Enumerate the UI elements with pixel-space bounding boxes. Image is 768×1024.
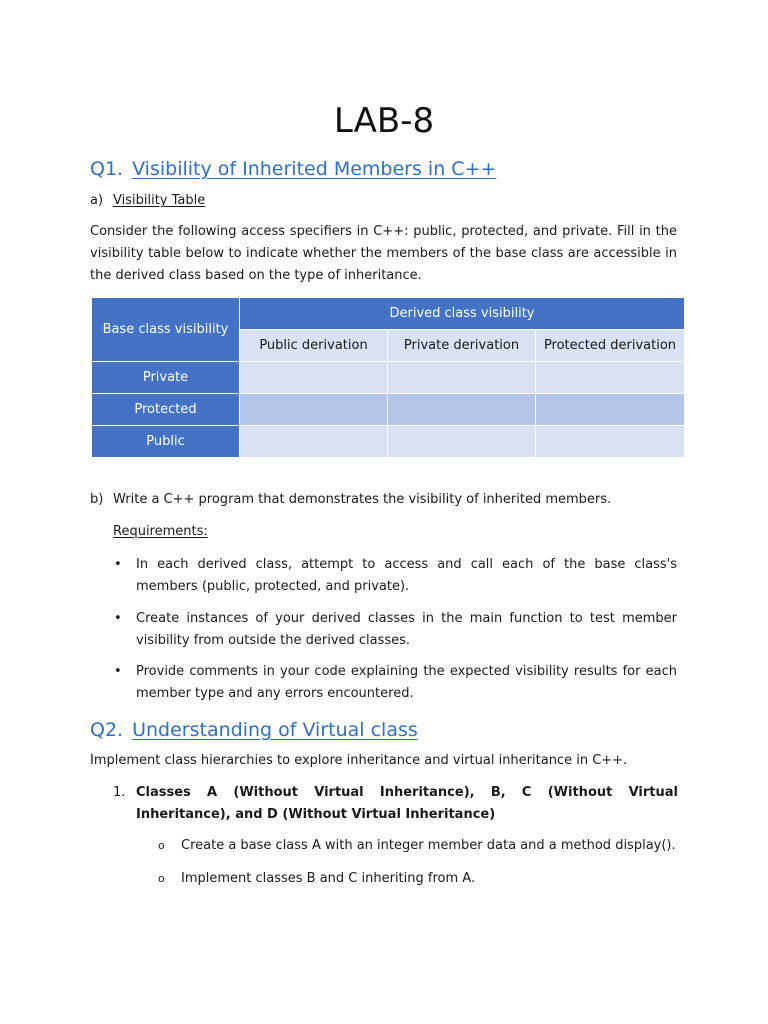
- table-cell: [536, 362, 685, 394]
- list-item: [114, 608, 677, 652]
- part-a-heading: [90, 191, 205, 211]
- subitem-text: Create a base class A with an integer member data and a method display().: [181, 838, 676, 853]
- q1-heading: [90, 156, 496, 182]
- column-header-protected-derivation: Protected derivation: [536, 330, 685, 362]
- part-a-description: Consider the following access specifiers in C++: public, protected, and private. Fill in the visibility table below to indicate whether the members of the base class are accessible in the derived class based on the type of inheritance.: [90, 224, 677, 283]
- list-item: [114, 661, 677, 705]
- table-cell: [240, 362, 388, 394]
- q2-heading: [90, 717, 418, 743]
- table-cell: [536, 426, 685, 458]
- row-header-protected: Protected: [92, 394, 240, 426]
- part-b-heading: [90, 490, 611, 510]
- requirement-text: In each derived class, attempt to access and call each of the base class's members (public, protected, and private).: [136, 557, 677, 594]
- requirements-heading: Requirements:: [113, 524, 208, 539]
- list-item: [114, 554, 677, 598]
- requirement-text: Provide comments in your code explaining the expected visibility results for each member type and any errors encountered.: [136, 664, 677, 701]
- item-title: Classes A (Without Virtual Inheritance), B, C (Without Virtual Inheritance), and D (Without Virtual Inheritance): [136, 785, 678, 822]
- column-header-public-derivation: Public derivation: [240, 330, 388, 362]
- list-item: [113, 782, 678, 826]
- bullet-icon: •: [114, 664, 122, 679]
- part-a-label: a): [90, 193, 104, 208]
- item-number: 1.: [113, 785, 126, 800]
- page-title: LAB-8: [333, 101, 435, 141]
- q2-number: Q2.: [90, 719, 124, 741]
- bullet-icon: •: [114, 557, 122, 572]
- bullet-icon: •: [114, 611, 122, 626]
- row-header-public: Public: [92, 426, 240, 458]
- requirement-text: Create instances of your derived classes in the main function to test member visibility from outside the derived classes.: [136, 611, 677, 648]
- derived-class-visibility-header: Derived class visibility: [240, 298, 685, 330]
- table-cell: [240, 394, 388, 426]
- table-cell: [388, 426, 536, 458]
- list-item: [158, 869, 475, 889]
- visibility-table: [91, 297, 685, 458]
- part-b-text: Write a C++ program that demonstrates the visibility of inherited members.: [113, 492, 612, 507]
- table-row: [92, 362, 685, 394]
- subitem-text: Implement classes B and C inheriting from A.: [181, 871, 476, 886]
- circle-bullet-icon: o: [158, 839, 165, 852]
- q2-intro: Implement class hierarchies to explore inheritance and virtual inheritance in C++.: [90, 753, 628, 768]
- base-class-visibility-header: Base class visibility: [92, 298, 240, 362]
- table-row: [92, 426, 685, 458]
- list-item: [158, 836, 676, 856]
- column-header-private-derivation: Private derivation: [388, 330, 536, 362]
- table-cell: [536, 394, 685, 426]
- table-cell: [240, 426, 388, 458]
- row-header-private: Private: [92, 362, 240, 394]
- q1-title: Visibility of Inherited Members in C++: [132, 158, 497, 180]
- part-a-title: Visibility Table: [113, 193, 206, 208]
- table-cell: [388, 394, 536, 426]
- circle-bullet-icon: o: [158, 872, 165, 885]
- part-b-label: b): [90, 492, 104, 507]
- table-row: [92, 394, 685, 426]
- table-cell: [388, 362, 536, 394]
- q2-title: Understanding of Virtual class: [132, 719, 418, 741]
- q1-number: Q1.: [90, 158, 124, 180]
